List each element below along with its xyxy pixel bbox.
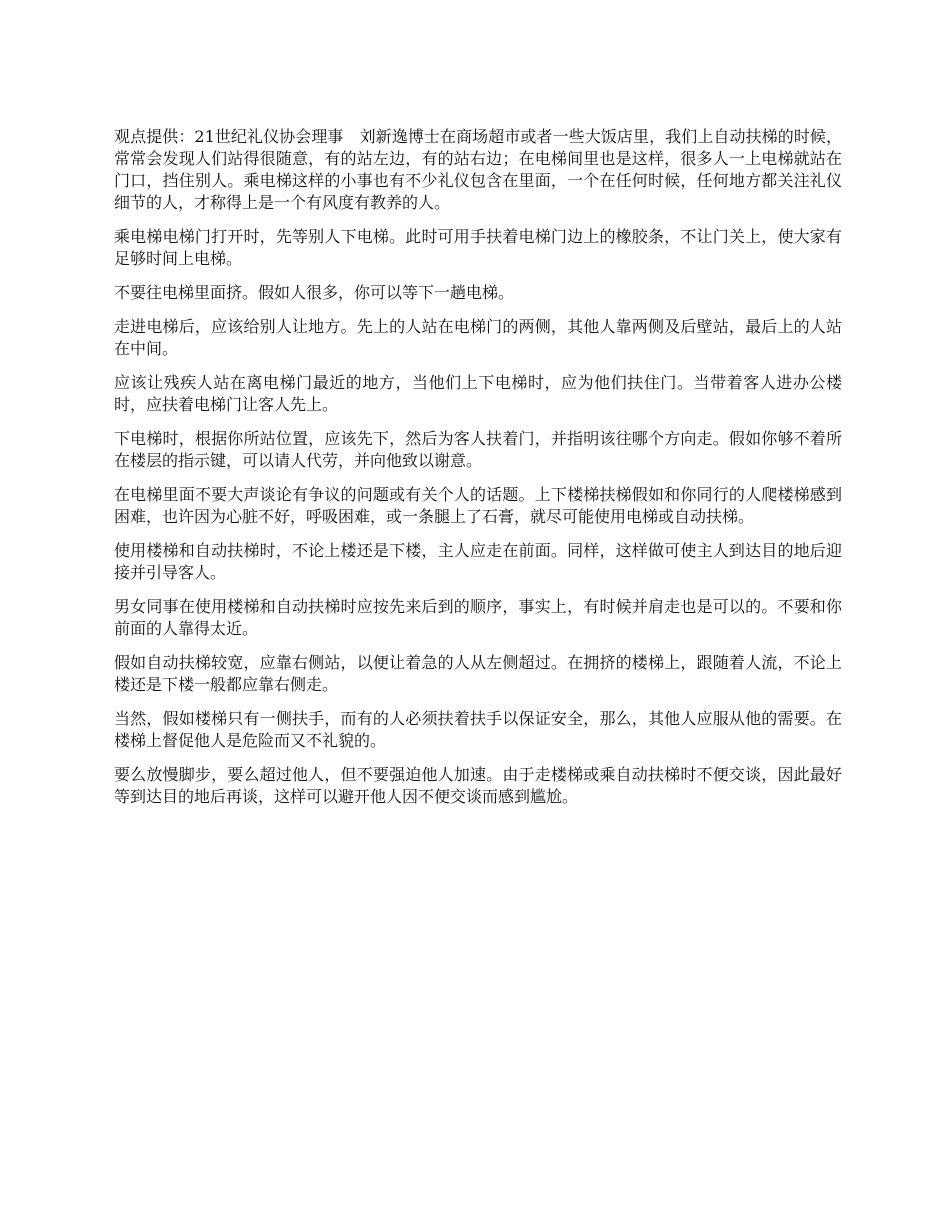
paragraph-11: 当然，假如楼梯只有一侧扶手，而有的人必须扶着扶手以保证安全，那么，其他人应服从他的需要。在楼梯上督促他人是危险而又不礼貌的。 — [114, 709, 842, 750]
document-body — [114, 126, 842, 820]
paragraph-1: 观点提供：21世纪礼仪协会理事 刘新逸博士在商场超市或者一些大饭店里，我们上自动扶梯的时候，常常会发现人们站得很随意，有的站左边，有的站右边；在电梯间里也是这样，很多人一上电梯就站在门口，挡住别人。乘电梯这样的小事也有不少礼仪包含在里面，一个在任何时候，任何地方都关注礼仪细节的人，才称得上是一个有风度有教养的人。 — [114, 127, 842, 212]
paragraph-10: 假如自动扶梯较宽，应靠右侧站，以便让着急的人从左侧超过。在拥挤的楼梯上，跟随着人流，不论上楼还是下楼一般都应靠右侧走。 — [114, 653, 842, 694]
paragraph-12: 要么放慢脚步，要么超过他人，但不要强迫他人加速。由于走楼梯或乘自动扶梯时不便交谈，因此最好等到达目的地后再谈，这样可以避开他人因不便交谈而感到尴尬。 — [114, 765, 842, 806]
paragraph-5: 应该让残疾人站在离电梯门最近的地方，当他们上下电梯时，应为他们扶住门。当带着客人进办公楼时，应扶着电梯门让客人先上。 — [114, 373, 842, 414]
paragraph-6: 下电梯时，根据你所站位置，应该先下，然后为客人扶着门，并指明该往哪个方向走。假如你够不着所在楼层的指示键，可以请人代劳，并向他致以谢意。 — [114, 429, 842, 470]
paragraph-9: 男女同事在使用楼梯和自动扶梯时应按先来后到的顺序，事实上，有时候并肩走也是可以的。不要和你前面的人靠得太近。 — [114, 597, 842, 638]
paragraph-2: 乘电梯电梯门打开时，先等别人下电梯。此时可用手扶着电梯门边上的橡胶条，不让门关上，使大家有足够时间上电梯。 — [114, 227, 842, 268]
paragraph-3: 不要往电梯里面挤。假如人很多，你可以等下一趟电梯。 — [114, 283, 515, 302]
paragraph-7: 在电梯里面不要大声谈论有争议的问题或有关个人的话题。上下楼梯扶梯假如和你同行的人爬楼梯感到困难，也许因为心脏不好，呼吸困难，或一条腿上了石膏，就尽可能使用电梯或自动扶梯。 — [114, 485, 842, 526]
paragraph-4: 走进电梯后，应该给别人让地方。先上的人站在电梯门的两侧，其他人靠两侧及后壁站，最后上的人站在中间。 — [114, 317, 842, 358]
paragraph-8: 使用楼梯和自动扶梯时，不论上楼还是下楼，主人应走在前面。同样，这样做可使主人到达目的地后迎接并引导客人。 — [114, 541, 842, 582]
